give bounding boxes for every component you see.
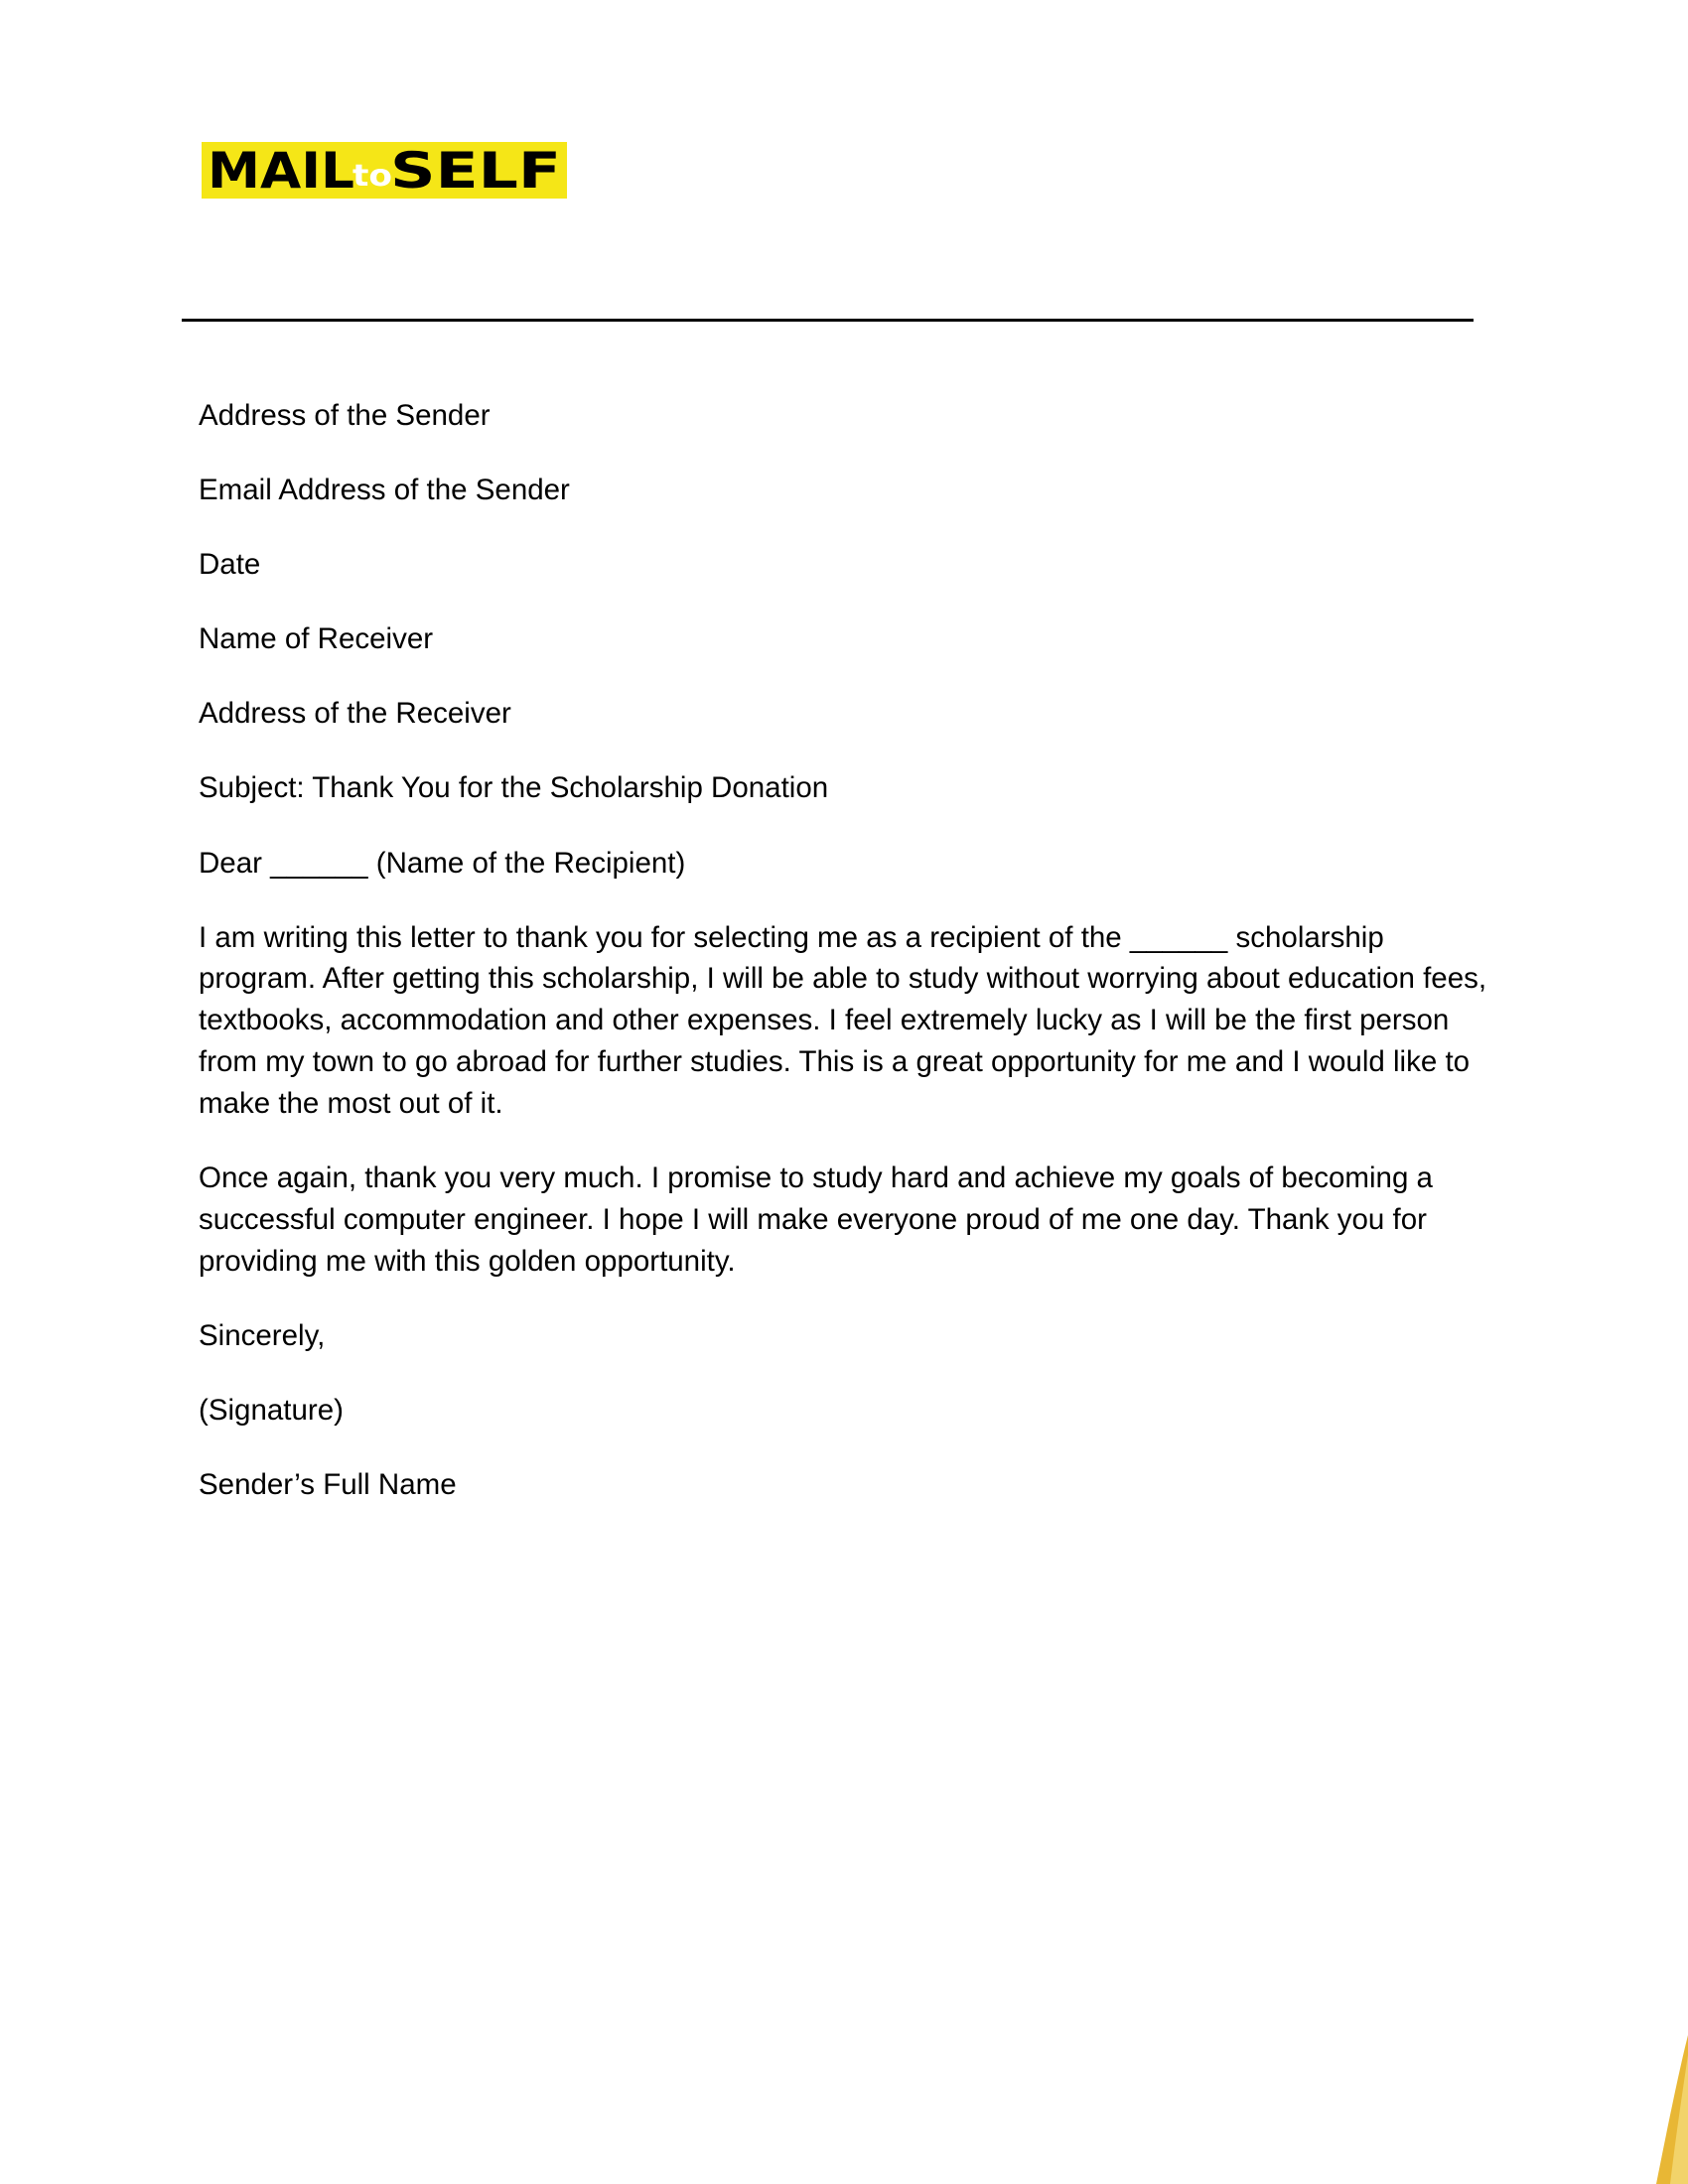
mailtoself-logo bbox=[202, 142, 567, 199]
logo-wordmark bbox=[202, 142, 567, 199]
letter-salutation: Dear ______ (Name of the Recipient) bbox=[199, 846, 686, 880]
letter-date: Date bbox=[199, 548, 261, 582]
letter-body bbox=[199, 395, 1489, 1539]
corner-decoration bbox=[1628, 2035, 1688, 2184]
signature-placeholder: (Signature) bbox=[199, 1393, 344, 1427]
logo-text-mail: MAIL bbox=[208, 142, 354, 199]
letter-closing: Sincerely, bbox=[199, 1318, 326, 1352]
sender-address: Address of the Sender bbox=[199, 399, 491, 432]
body-paragraph: I am writing this letter to thank you for selecting me as a recipient of the ______ scholarship program. After getting this scholarship, I will be able to study without worrying about education fees, textbooks, accommodation and other expenses. I feel extremely lucky as I will be the first person from my town to go abroad for further studies. This is a great opportunity for me and I would like to make the most out of it. bbox=[199, 920, 1487, 1120]
body-paragraph: Once again, thank you very much. I promise to study hard and achieve my goals of becoming a successful computer engineer. I hope I will make everyone proud of me one day. Thank you for providing me with this golden opportunity. bbox=[199, 1160, 1433, 1278]
header-divider bbox=[182, 319, 1474, 322]
receiver-name: Name of Receiver bbox=[199, 622, 434, 656]
logo-text-to: to bbox=[352, 159, 392, 194]
letter-subject: Subject: Thank You for the Scholarship Donation bbox=[199, 771, 829, 805]
logo-text-self: SELF bbox=[390, 142, 561, 199]
sender-email: Email Address of the Sender bbox=[199, 474, 570, 507]
receiver-address: Address of the Receiver bbox=[199, 697, 511, 731]
sender-full-name: Sender’s Full Name bbox=[199, 1467, 457, 1501]
